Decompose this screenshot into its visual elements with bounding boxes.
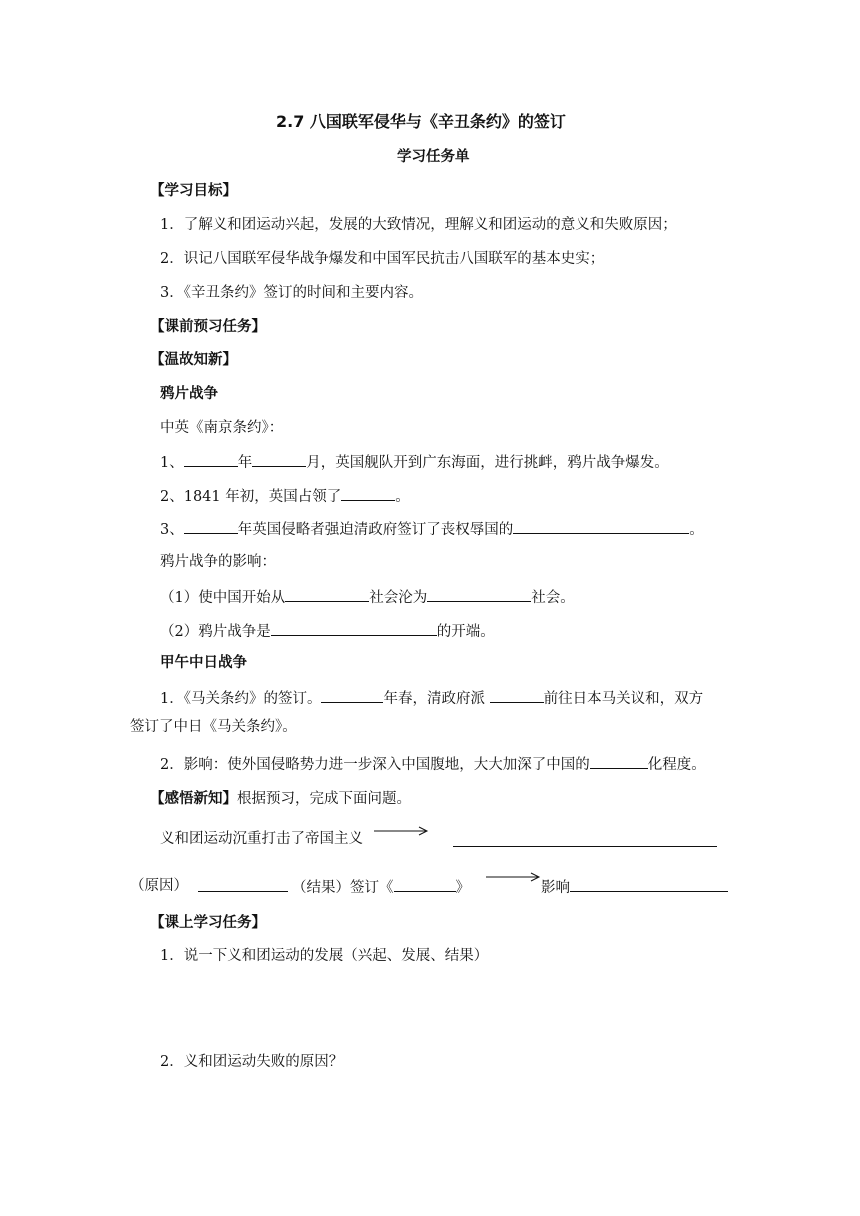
sino-japanese-war-heading: 甲午中日战争: [160, 655, 247, 671]
arrow-right-icon: [372, 824, 430, 838]
q3-prefix: 3、: [160, 522, 184, 538]
shimonoseki-question-1-cont: 签订了中日《马关条约》。: [130, 719, 297, 735]
blank-shimonoseki-year[interactable]: [321, 687, 383, 703]
blank-colonization-degree[interactable]: [590, 753, 648, 769]
opium-question-1: [160, 451, 669, 473]
blank-year[interactable]: [184, 451, 238, 467]
insight-text: 根据预习，完成下面问题。: [237, 791, 411, 807]
blank-beginning-of[interactable]: [271, 620, 437, 636]
preview-heading: 【课前预习任务】: [150, 319, 266, 335]
nanjing-treaty-intro: 中英《南京条约》：: [160, 420, 284, 436]
blank-treaty-name[interactable]: [513, 518, 689, 534]
impact2-suffix: 的开端。: [436, 624, 495, 640]
opium-question-2: [160, 485, 410, 507]
blank-treaty[interactable]: [394, 876, 456, 892]
opium-impact-1: [160, 586, 575, 608]
diagram-boxer-text: 义和团运动沉重打击了帝国主义: [160, 831, 363, 847]
insight-line: [150, 789, 411, 809]
q2-prefix: 2、1841 年初，英国占领了: [160, 489, 342, 505]
diagram-impact-label: 影响: [541, 880, 570, 896]
shimonoseki-question-2: [160, 753, 706, 775]
blank-society-after[interactable]: [427, 586, 531, 602]
sj-q2-prefix: 2．影响：使外国侵略势力进一步深入中国腹地，大大加深了中国的: [160, 757, 590, 773]
opium-question-3: [160, 518, 704, 540]
blank-occupied-place[interactable]: [341, 485, 395, 501]
blank-impact[interactable]: [570, 876, 728, 892]
arrow-right-icon: [484, 870, 542, 884]
q1-prefix: 1、: [160, 455, 184, 471]
diagram-cause-label: （原因）: [130, 878, 188, 894]
page-subtitle: 学习任务单: [397, 149, 470, 165]
sj-q1-prefix: 1．《马关条约》的签订。: [160, 691, 322, 707]
opium-impact-2: [160, 620, 495, 642]
sj-q1-mid2: 前往日本马关议和，双方: [543, 691, 704, 707]
in-class-heading: 【课上学习任务】: [150, 915, 266, 931]
diagram-impact-row: [541, 876, 728, 898]
blank-treaty-year[interactable]: [184, 518, 238, 534]
impact2-prefix: （2）鸦片战争是: [160, 624, 271, 640]
diagram-close-bracket: 》: [455, 880, 470, 896]
review-heading: 【温故知新】: [150, 352, 237, 368]
goal-item-2: 2．识记八国联军侵华战争爆发和中国军民抗击八国联军的基本史实；: [160, 251, 605, 267]
q1-suffix: 月，英国舰队开到广东海面，进行挑衅，鸦片战争爆发。: [306, 455, 669, 471]
goal-item-3: 3．《辛丑条约》签订的时间和主要内容。: [160, 285, 423, 301]
shimonoseki-question-1: [160, 687, 703, 709]
in-class-question-2: 2．义和团运动失败的原因？: [160, 1054, 344, 1070]
diagram-result-row: [292, 876, 470, 898]
q3-mid: 年英国侵略者强迫清政府签订了丧权辱国的: [237, 522, 514, 538]
q3-suffix: 。: [689, 522, 704, 538]
opium-war-heading: 鸦片战争: [160, 386, 218, 402]
impact1-suffix: 社会。: [531, 590, 575, 606]
goal-item-1: 1．了解义和团运动兴起，发展的大致情况，理解义和团运动的意义和失败原因；: [160, 217, 677, 233]
insight-heading: 【感悟新知】: [150, 791, 237, 807]
blank-envoy[interactable]: [490, 687, 544, 703]
blank-cause[interactable]: [198, 891, 288, 892]
q1-year-label: 年: [237, 455, 253, 471]
page-title: 2.7 八国联军侵华与《辛丑条约》的签订: [276, 112, 566, 131]
in-class-question-1: 1．说一下义和团运动的发展（兴起、发展、结果）: [160, 948, 489, 964]
opium-impact-intro: 鸦片战争的影响：: [160, 554, 276, 570]
impact1-prefix: （1）使中国开始从: [160, 590, 286, 606]
goals-heading: 【学习目标】: [150, 183, 237, 199]
sj-q1-mid1: 年春，清政府派: [383, 691, 485, 707]
sj-q2-suffix: 化程度。: [647, 757, 706, 773]
q2-suffix: 。: [395, 489, 410, 505]
blank-society-before[interactable]: [285, 586, 369, 602]
diagram-result-label: （结果）签订《: [292, 880, 394, 896]
blank-month[interactable]: [252, 451, 306, 467]
impact1-mid: 社会沦为: [369, 590, 428, 606]
blank-blow-to-imperialism[interactable]: [453, 846, 717, 847]
